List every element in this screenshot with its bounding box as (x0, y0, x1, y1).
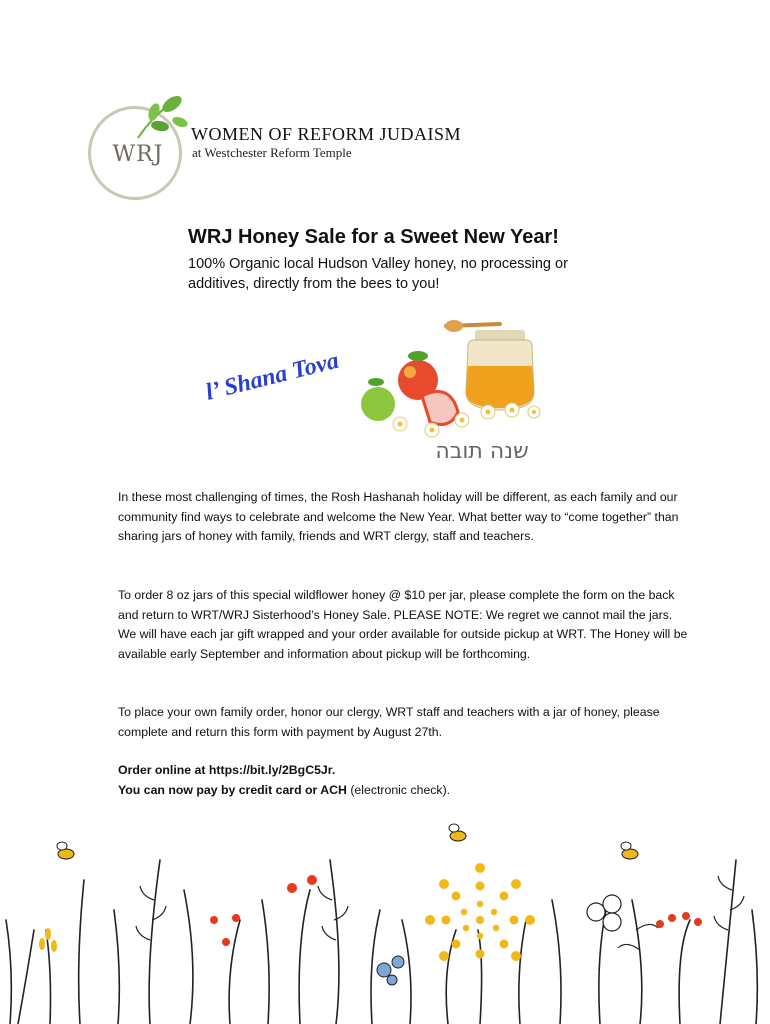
organization-subtitle: at Westchester Reform Temple (192, 145, 352, 160)
intro-paragraph: In these most challenging of times, the Rosh Hashanah holiday will be different, as each family and our community find ways to celebrate and welcome the New Year. What better way to “come together” than sharing jars of honey with family, friends and WRT clergy, staff and teachers. (118, 490, 679, 544)
honey-jar-icon (466, 330, 534, 410)
page-title: WRJ Honey Sale for a Sweet New Year! (188, 226, 559, 248)
shana-tova-illustration (200, 312, 560, 472)
flower-icon (393, 403, 540, 437)
organization-name: WOMEN OF REFORM JUDAISM (191, 124, 462, 144)
payment-methods: You can now pay by credit card or ACH (118, 782, 347, 797)
hebrew-greeting: שנה תובה (435, 439, 529, 464)
leaf-icon (132, 94, 192, 144)
greeting-text: l’ Shana Tova (203, 347, 342, 406)
apple-icon (361, 351, 458, 424)
order-instructions-paragraph: To order 8 oz jars of this special wildflower honey @ $10 per jar, please complete the form on the back and return to WRT/WRJ Sisterhood’s Honey Sale. PLEASE NOTE: We regret we cannot mail the jars. We will have each jar gift wrapped and your order available for outside pickup at WRT. The Honey will be available early September and information about pickup will be forthcoming. (118, 588, 688, 661)
payment-note: (electronic check). (346, 782, 451, 797)
logo-abbrev: WRJ (112, 142, 164, 167)
wildflower-border (0, 820, 770, 1024)
page-subtitle: 100% Organic local Hudson Valley honey, no processing or additives, directly from the bees to you! (188, 256, 568, 292)
payment-paragraph (118, 761, 688, 800)
order-online-link[interactable]: Order online at https://bit.ly/2BgC5Jr. (118, 763, 336, 777)
deadline-paragraph: To place your own family order, honor our clergy, WRT staff and teachers with a jar of honey, please complete and return this form with payment by August 27th. (118, 705, 660, 739)
bee-icon (57, 824, 638, 859)
